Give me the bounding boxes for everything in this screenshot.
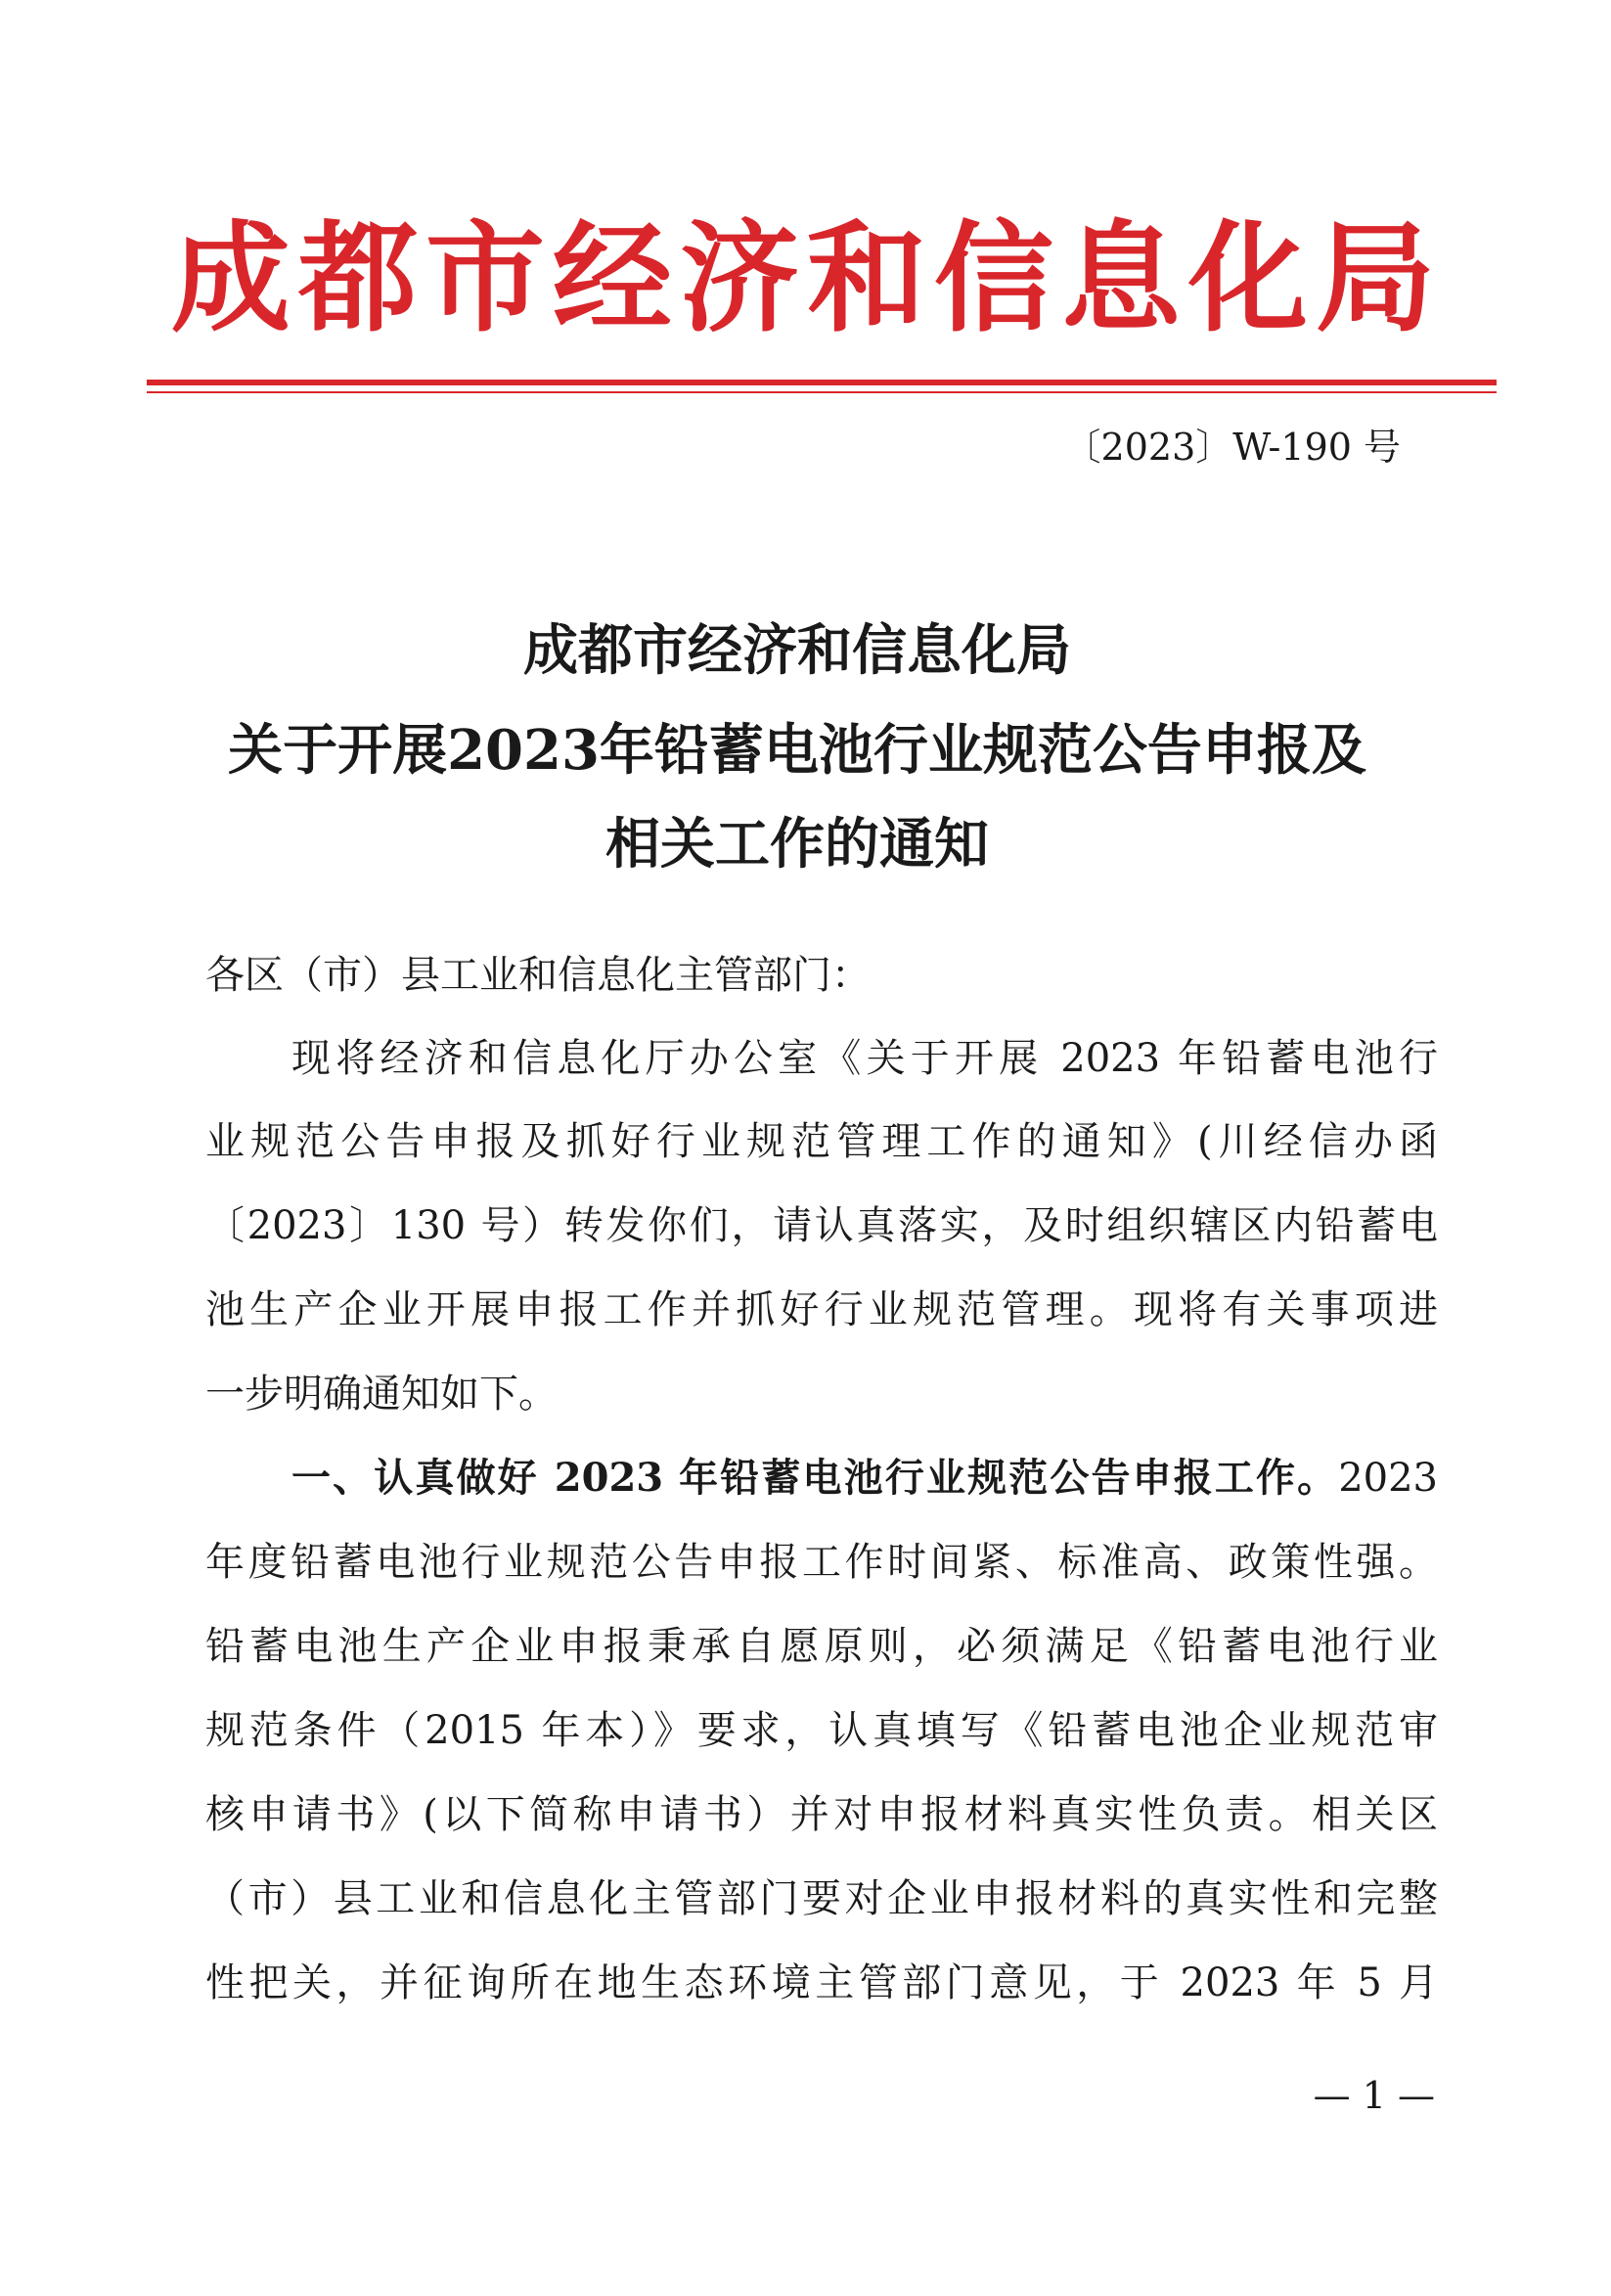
page-number: — 1 — [1313, 2074, 1435, 2117]
paragraph-line: 〔2023〕130 号）转发你们，请认真落实，及时组织辖区内铅蓄电 [205, 1203, 1438, 1248]
paragraph-line: 一步明确通知如下。 [205, 1372, 558, 1417]
paragraph-line: 铅蓄电池生产企业申报秉承自愿原则，必须满足《铅蓄电池行业 [205, 1624, 1438, 1669]
section-heading-line [291, 1452, 1438, 1505]
letterhead-red-rule-thin [147, 391, 1497, 393]
document-title-line-1: 成都市经济和信息化局 [523, 618, 1071, 683]
paragraph-line: 规范条件（2015 年本）》要求，认真填写《铅蓄电池企业规范审 [205, 1708, 1438, 1753]
letterhead-red-rule [147, 380, 1497, 385]
document-title-line-3: 相关工作的通知 [605, 812, 989, 877]
paragraph-line: 现将经济和信息化厅办公室《关于开展 2023 年铅蓄电池行 [291, 1036, 1438, 1081]
paragraph-line: 年度铅蓄电池行业规范公告申报工作时间紧、标准高、政策性强。 [205, 1540, 1438, 1585]
salutation: 各区（市）县工业和信息化主管部门： [205, 953, 871, 998]
issuer-letterhead: 成都市经济和信息化局 [171, 209, 1443, 348]
paragraph-line: 性把关，并征询所在地生态环境主管部门意见，于 2023 年 5 月 [205, 1960, 1438, 2005]
paragraph-line: 业规范公告申报及抓好行业规范管理工作的通知》(川经信办函 [205, 1119, 1438, 1164]
document-title-line-2: 关于开展2023年铅蓄电池行业规范公告申报及 [228, 718, 1366, 783]
paragraph-line: （市）县工业和信息化主管部门要对企业申报材料的真实性和完整 [205, 1876, 1438, 1921]
document-number: 〔2023〕W-190 号 [1063, 426, 1401, 469]
paragraph-line: 核申请书》(以下简称申请书）并对申报材料真实性负责。相关区 [205, 1792, 1438, 1837]
section-heading-tail: 2023 [1338, 1456, 1438, 1501]
paragraph-line: 池生产企业开展申报工作并抓好行业规范管理。现将有关事项进 [205, 1287, 1438, 1332]
section-heading: 一、认真做好 2023 年铅蓄电池行业规范公告申报工作。 [291, 1455, 1339, 1501]
